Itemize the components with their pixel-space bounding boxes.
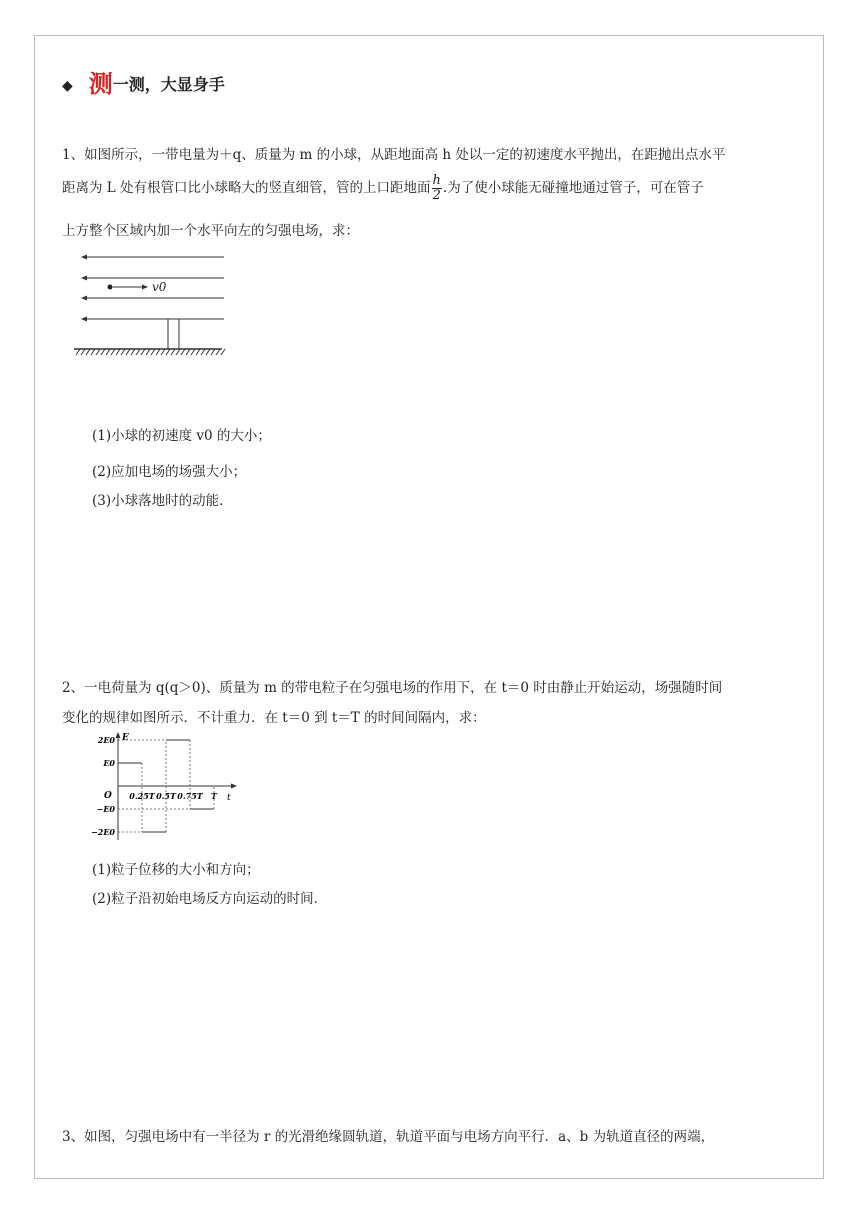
ball-icon [108, 285, 113, 290]
hatch-mark [81, 349, 85, 355]
ground-hatching [76, 349, 225, 355]
hatch-mark [151, 349, 155, 355]
heading-text: 一测，大显身手 [112, 75, 225, 94]
hatch-mark [131, 349, 135, 355]
x-axis-label: t [227, 793, 231, 803]
q1-part3: (3)小球落地时的动能． [92, 493, 233, 509]
q1-line2-b: .为了使小球能无碰撞地通过管子，可在管子 [442, 180, 704, 196]
q1-part2: (2)应加电场的场强大小； [92, 464, 247, 480]
q3-line1: 3、如图，匀强电场中有一半径为 r 的光滑绝缘圆轨道，轨道平面与电场方向平行．a、b 为轨道直径的两端， [62, 1129, 715, 1145]
hatch-mark [111, 349, 115, 355]
hatch-mark [106, 349, 110, 355]
x-tick-label: 0.75T [177, 791, 203, 801]
hatch-mark [211, 349, 215, 355]
y-tick-label: −E0 [96, 804, 115, 814]
x-tick-label: T [211, 791, 217, 801]
hatch-mark [216, 349, 220, 355]
q2-part1: (1)粒子位移的大小和方向； [92, 862, 260, 878]
q2-line1: 2、一电荷量为 q(q＞0)、质量为 m 的带电粒子在匀强电场的作用下，在 t＝0 时由静止开始运动，场强随时间 [62, 680, 723, 696]
q1-line3: 上方整个区域内加一个水平向左的匀强电场，求： [62, 223, 359, 239]
y-tick-label: 2E0 [97, 735, 115, 745]
field-arrow-2 [81, 276, 87, 281]
hatch-mark [181, 349, 185, 355]
hatch-mark [96, 349, 100, 355]
y-axis-label: E [122, 733, 129, 743]
hatch-mark [201, 349, 205, 355]
x-axis-arrowhead [231, 784, 237, 789]
hatch-mark [101, 349, 105, 355]
q1-part1: (1)小球的初速度 v0 的大小； [92, 428, 271, 444]
hatch-mark [126, 349, 130, 355]
q1-line2 [62, 174, 704, 203]
fraction-numerator: h [432, 173, 441, 188]
hatch-mark [196, 349, 200, 355]
hatch-mark [156, 349, 160, 355]
field-arrow-3 [81, 296, 87, 301]
y-tick-label: −2E0 [91, 827, 115, 837]
field-arrow-4 [81, 317, 87, 322]
hatch-mark [91, 349, 95, 355]
y-tick-label: E0 [103, 758, 115, 768]
hatch-mark [206, 349, 210, 355]
fraction-h-over-2 [432, 174, 442, 203]
hatch-mark [166, 349, 170, 355]
q1-figure [72, 247, 232, 359]
hatch-mark [221, 349, 225, 355]
origin-label: O [104, 791, 112, 801]
q1-line1: 1、如图所示，一带电量为＋q、质量为 m 的小球，从距地面高 h 处以一定的初速度水平抛出，在距抛出点水平 [62, 147, 726, 163]
hatch-mark [141, 349, 145, 355]
v0-label: v0 [152, 280, 167, 294]
hatch-mark [121, 349, 125, 355]
q2-chart [90, 730, 250, 846]
y-axis-arrowhead [116, 732, 121, 738]
q2-line2: 变化的规律如图所示．不计重力．在 t＝0 到 t＝T 的时间间隔内，求： [62, 710, 486, 726]
hatch-mark [136, 349, 140, 355]
hatch-mark [86, 349, 90, 355]
q1-line2-a: 距离为 L 处有根管口比小球略大的竖直细管，管的上口距地面 [62, 180, 431, 196]
hatch-mark [161, 349, 165, 355]
field-arrow-1 [81, 255, 87, 260]
hatch-mark [176, 349, 180, 355]
x-tick-label: 0.25T [129, 791, 155, 801]
hatch-mark [116, 349, 120, 355]
hatch-mark [186, 349, 190, 355]
velocity-arrowhead [142, 285, 148, 290]
hatch-mark [146, 349, 150, 355]
heading-big-char: 测 [88, 69, 113, 98]
x-tick-label: 0.5T [156, 791, 176, 801]
section-heading [62, 64, 225, 99]
fraction-denominator: 2 [432, 188, 441, 203]
page-frame [34, 35, 824, 1179]
q2-part2: (2)粒子沿初始电场反方向运动的时间． [92, 891, 328, 907]
hatch-mark [76, 349, 80, 355]
hatch-mark [191, 349, 195, 355]
hatch-mark [171, 349, 175, 355]
diamond-bullet-icon: ◆ [62, 78, 73, 94]
